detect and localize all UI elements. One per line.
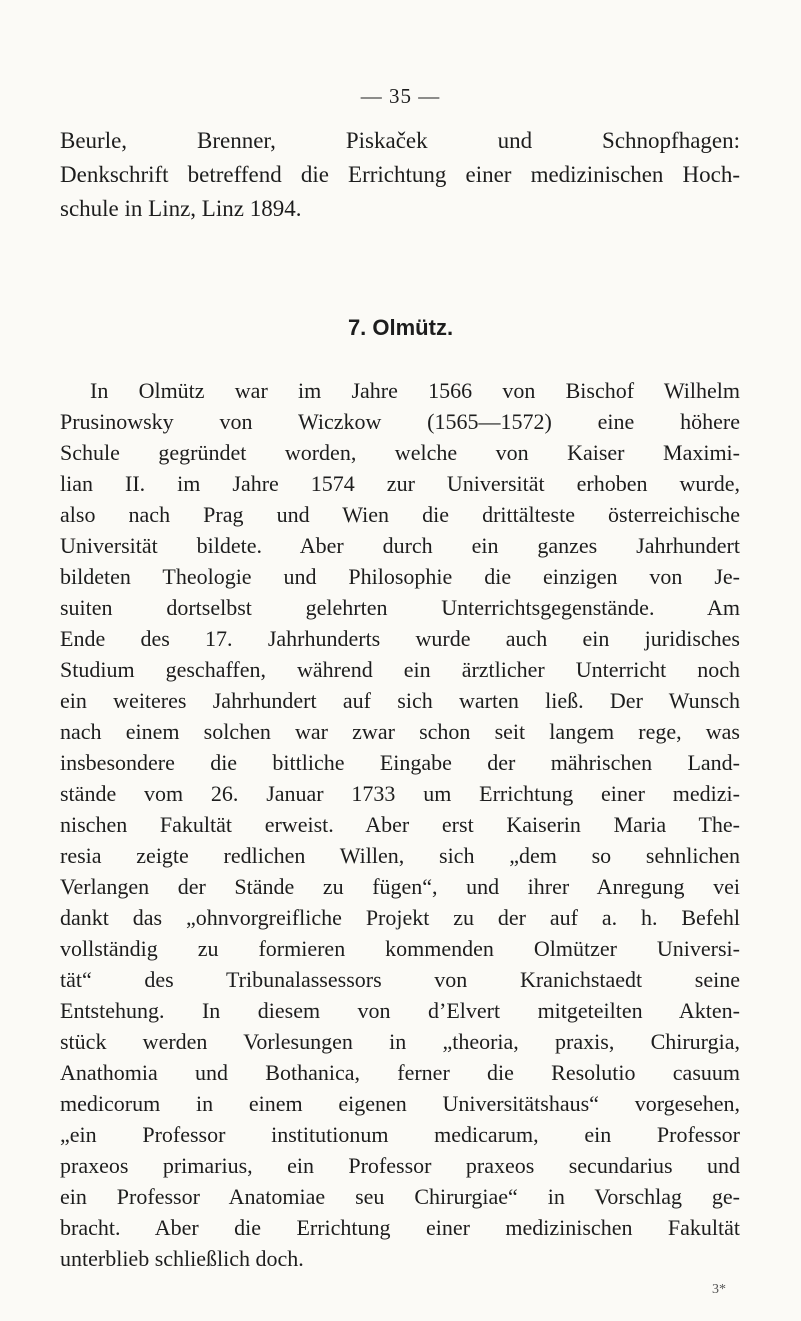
- body-line: unterblieb schließlich doch.: [60, 1246, 304, 1271]
- body-line: Ende des 17. Jahrhunderts wurde auch ein juridisches: [60, 626, 740, 651]
- body-line: Entstehung. In diesem von d’Elvert mitgeteilten Akten-: [60, 998, 740, 1023]
- body-line: In Olmütz war im Jahre 1566 von Bischof Wilhelm: [90, 378, 740, 403]
- section-heading: 7. Olmütz.: [347, 315, 454, 340]
- body-line: vollständig zu formieren kommenden Olmützer Universi-: [60, 936, 740, 961]
- body-line: Studium geschaffen, während ein ärztlicher Unterricht noch: [60, 657, 740, 682]
- body-line: Prusinowsky von Wiczkow (1565—1572) eine höhere: [60, 409, 740, 434]
- body-line: ein weiteres Jahrhundert auf sich warten ließ. Der Wunsch: [60, 688, 740, 713]
- body-line: lian II. im Jahre 1574 zur Universität erhoben wurde,: [60, 471, 740, 496]
- body-line: nischen Fakultät erweist. Aber erst Kaiserin Maria The-: [60, 812, 740, 837]
- body-line: insbesondere die bittliche Eingabe der mährischen Land-: [60, 750, 740, 775]
- body-line: medicorum in einem eigenen Universitätshaus“ vorgesehen,: [60, 1091, 740, 1116]
- body-line: Universität bildete. Aber durch ein ganzes Jahrhundert: [60, 533, 740, 558]
- body-line: nach einem solchen war zwar schon seit langem rege, was: [60, 719, 740, 744]
- page-number: — 35 —: [360, 84, 441, 108]
- body-line: Schule gegründet worden, welche von Kaiser Maximi-: [60, 440, 740, 465]
- body-line: ein Professor Anatomiae seu Chirurgiae“ in Vorschlag ge-: [60, 1184, 740, 1209]
- body-line: bracht. Aber die Errichtung einer medizinischen Fakultät: [60, 1215, 740, 1240]
- reference-line: Beurle, Brenner, Piskaček und Schnopfhagen:: [60, 128, 740, 153]
- body-line: resia zeigte redlichen Willen, sich „dem so sehnlichen: [60, 843, 740, 868]
- body-line: stände vom 26. Januar 1733 um Errichtung einer medizi-: [60, 781, 740, 806]
- reference-line: Denkschrift betreffend die Errichtung einer medizinischen Hoch-: [60, 162, 740, 187]
- signature-mark: 3*: [712, 1282, 726, 1297]
- body-line: suiten dortselbst gelehrten Unterrichtsgegenstände. Am: [60, 595, 740, 620]
- body-line: dankt das „ohnvorgreifliche Projekt zu der auf a. h. Befehl: [60, 905, 740, 930]
- reference-line: schule in Linz, Linz 1894.: [60, 196, 302, 221]
- body-line: „ein Professor institutionum medicarum, ein Professor: [60, 1122, 740, 1147]
- body-line: also nach Prag und Wien die drittälteste österreichische: [60, 502, 740, 527]
- body-line: praxeos primarius, ein Professor praxeos secundarius und: [60, 1153, 740, 1178]
- body-line: bildeten Theologie und Philosophie die einzigen von Je-: [60, 564, 740, 589]
- body-line: Verlangen der Stände zu fügen“, und ihrer Anregung vei: [60, 874, 740, 899]
- body-line: tät“ des Tribunalassessors von Kranichstaedt seine: [60, 967, 740, 992]
- body-line: stück werden Vorlesungen in „theoria, praxis, Chirurgia,: [60, 1029, 740, 1054]
- body-line: Anathomia und Bothanica, ferner die Resolutio casuum: [60, 1060, 740, 1085]
